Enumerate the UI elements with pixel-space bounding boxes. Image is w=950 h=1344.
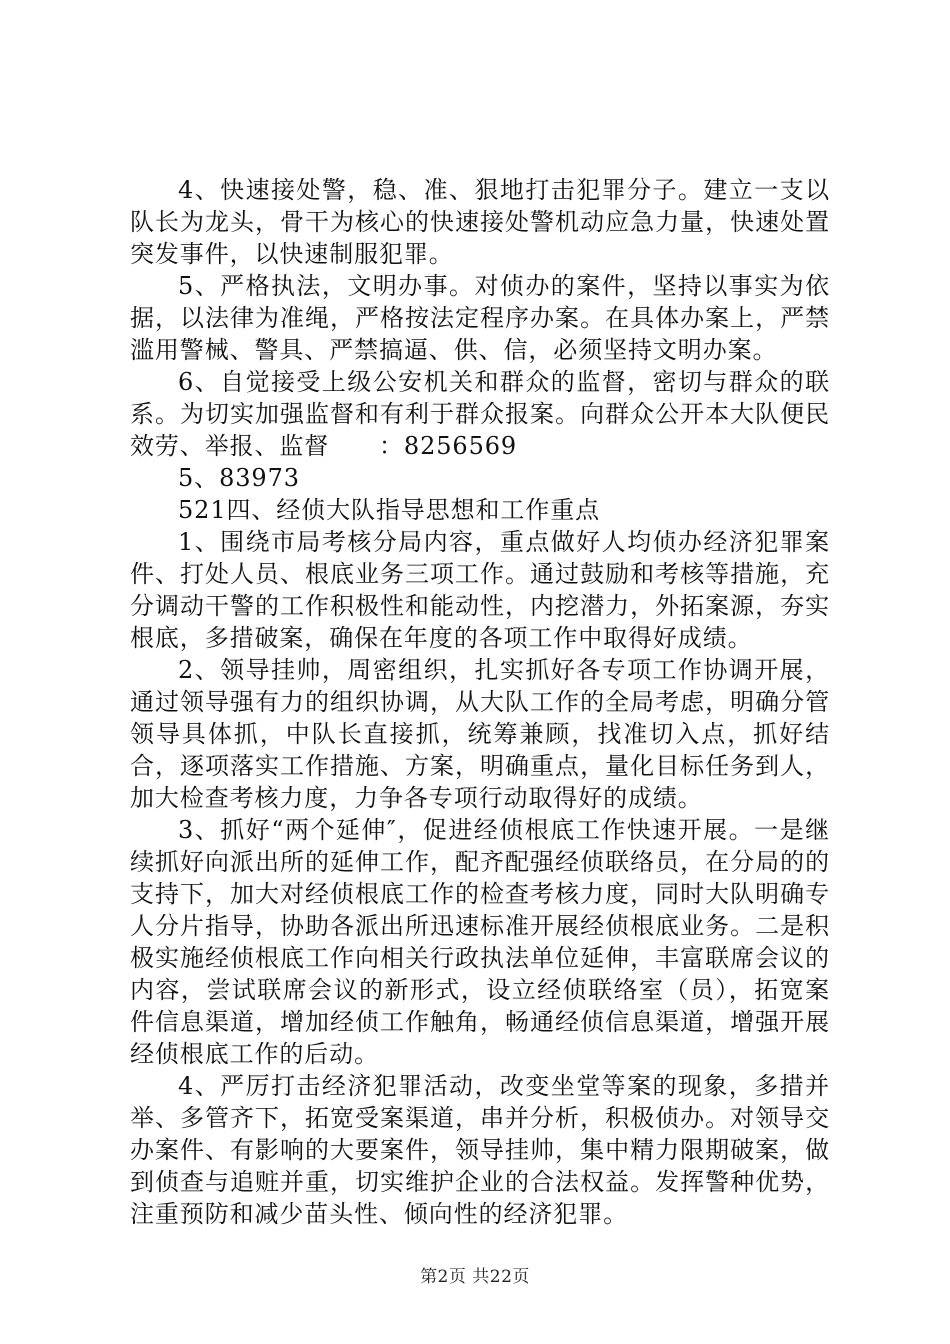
paragraph-item-6-supervision: 6、自觉接受上级公安机关和群众的监督，密切与群众的联系。为切实加强监督和有利于群众报案。向群众公开本大队便民效劳、举报、监督 ：8256569 bbox=[130, 368, 830, 460]
paragraph-point-3: 3、抓好“两个延伸″，促进经侦根底工作快速开展。一是继续抓好向派出所的延伸工作，配齐配强经侦联络员，在分局的的支持下，加大对经侦根底工作的检查考核力度，同时大队明确专人分片指导，协助各派出所迅速标准开展经侦根底业务。二是积极实施经侦根底工作向相关行政执法单位延伸，丰富联席会议的内容，尝试联席会议的新形式，设立经侦联络室（员），拓宽案件信息渠道，增加经侦工作触角，畅通经侦信息渠道，增强开展经侦根底工作的后动。 bbox=[130, 816, 830, 1068]
paragraph-point-2: 2、领导挂帅，周密组织，扎实抓好各专项工作协调开展，通过领导强有力的组织协调，从大队工作的全局考虑，明确分管领导具体抓，中队长直接抓，统筹兼顾，找准切入点，抓好结合，逐项落实工作措施、方案，明确重点，量化目标任务到人，加大检查考核力度，力争各专项行动取得好的成绩。 bbox=[130, 656, 830, 812]
document-body bbox=[130, 174, 830, 1230]
page-number-footer: 第2页 共22页 bbox=[420, 1267, 530, 1287]
paragraph-item-4-quick-response: 4、快速接处警，稳、准、狠地打击犯罪分子。建立一支以队长为龙头，骨干为核心的快速接处警机动应急力量，快速处置突发事件，以快速制服犯罪。 bbox=[130, 176, 830, 268]
paragraph-item-5-strict-law: 5、严格执法，文明办事。对侦办的案件，坚持以事实为依据，以法律为准绳，严格按法定程序办案。在具体办案上，严禁滥用警械、警具、严禁搞逼、供、信，必须坚持文明办案。 bbox=[130, 272, 830, 364]
section-heading-guiding-thought: 521四、经侦大队指导思想和工作重点 bbox=[178, 496, 601, 524]
paragraph-phone-continuation: 5、83973 bbox=[178, 464, 300, 492]
paragraph-point-4: 4、严厉打击经济犯罪活动，改变坐堂等案的现象，多措并举、多管齐下，拓宽受案渠道，串并分析，积极侦办。对领导交办案件、有影响的大要案件，领导挂帅，集中精力限期破案，做到侦查与追赃并重，切实维护企业的合法权益。发挥警种优势，注重预防和减少苗头性、倾向性的经济犯罪。 bbox=[130, 1072, 830, 1228]
paragraph-point-1: 1、围绕市局考核分局内容，重点做好人均侦办经济犯罪案件、打处人员、根底业务三项工作。通过鼓励和考核等措施，充分调动干警的工作积极性和能动性，内挖潜力，外拓案源，夯实根底，多措破案，确保在年度的各项工作中取得好成绩。 bbox=[130, 528, 830, 652]
